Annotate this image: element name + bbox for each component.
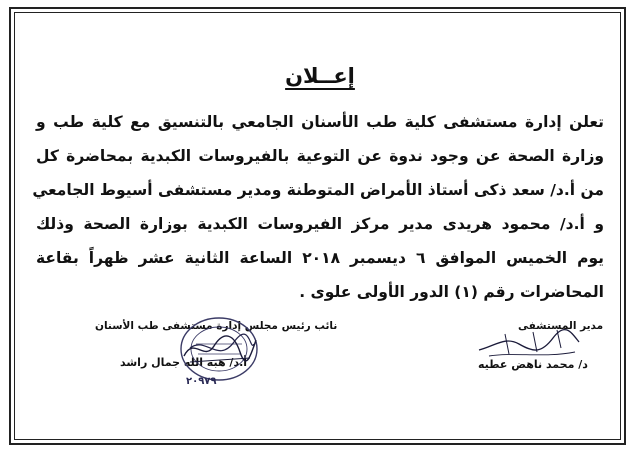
body-line-5: يوم الخميس الموافق ٦ ديسمبر ٢٠١٨ الساعة الثانية عشر ظهراً بقاعة — [36, 249, 604, 267]
left-signatory-title: نائب رئيس مجلس إدارة مستشفى طب الأسنان — [95, 320, 338, 332]
body-line-3: من أ.د/ سعد ذكى أستاذ الأمراض المتوطنة ومدير مستشفى أسيوط الجامعي — [32, 181, 604, 199]
body-line-4: و أ.د/ محمود هريدى مدير مركز الفيروسات الكبدية بوزارة الصحة وذلك — [36, 215, 604, 233]
stamp-number: ٢٠٩٧٩ — [186, 376, 217, 387]
right-signatory-title: مدير المستشفى — [518, 320, 604, 332]
announcement-title: إعــلان — [285, 64, 355, 88]
right-signature — [475, 324, 585, 362]
body-line-6: المحاضرات رقم (١) الدور الأولى علوى . — [299, 283, 604, 301]
left-signatory-name: أ.د/ هبه الله جمال راشد — [120, 356, 248, 369]
right-signatory-name: د/ محمد ناهض عطيه — [478, 358, 588, 371]
body-line-1: تعلن إدارة مستشفى كلية طب الأسنان الجامعي بالتنسيق مع كلية طب و — [36, 113, 604, 131]
body-line-2: وزارة الصحة عن وجود ندوة عن التوعية بالفيروسات الكبدية بمحاضرة كل — [36, 147, 604, 165]
left-signature — [180, 328, 260, 368]
